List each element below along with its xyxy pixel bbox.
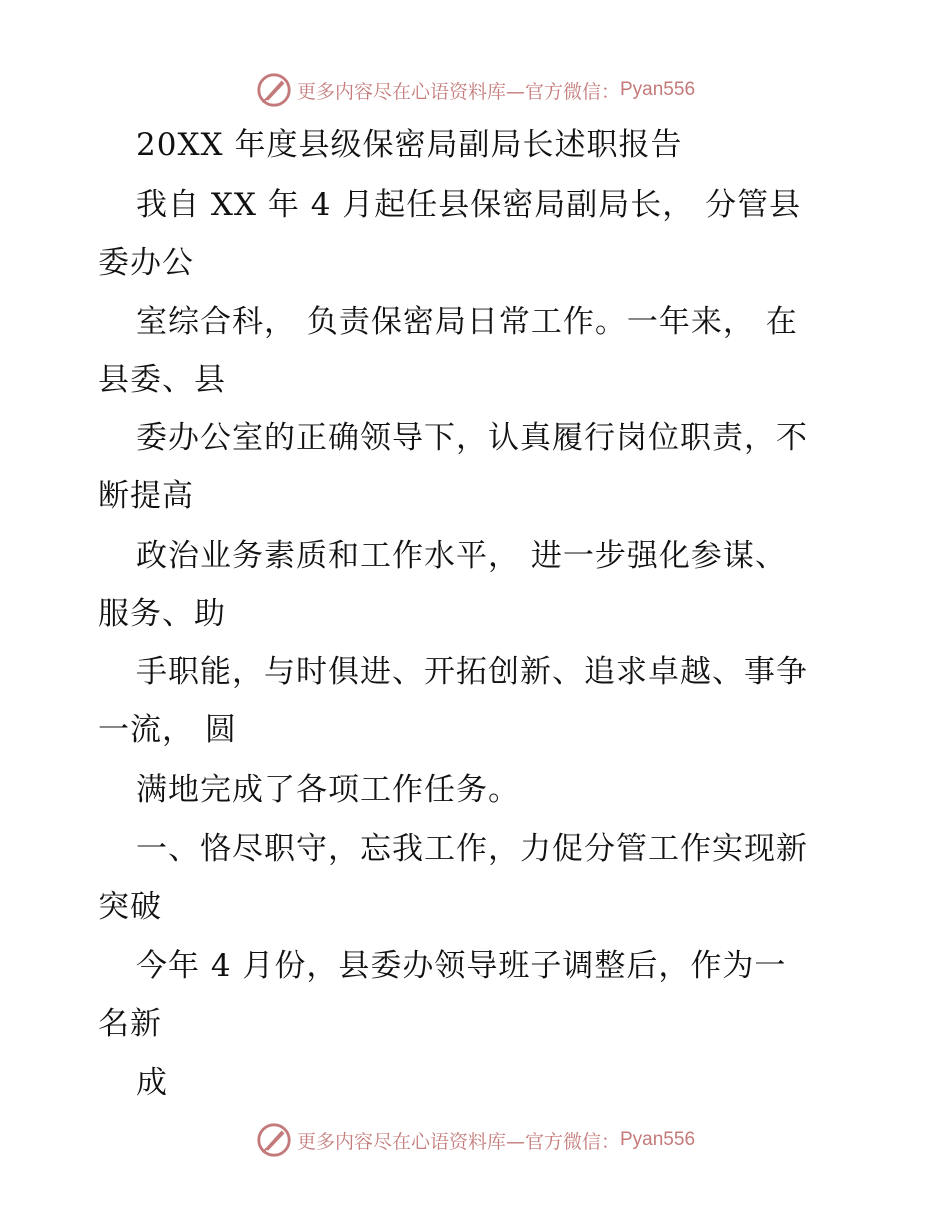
paragraph-line: 政治业务素质和工作水平， 进一步强化参谋、: [136, 538, 787, 574]
watermark-wechat-id: Pyan556: [620, 1129, 696, 1150]
watermark-text: 更多内容尽在心语资料库—官方微信：: [296, 1130, 620, 1153]
paragraph-line: 手职能，与时俱进、开拓创新、追求卓越、事争: [136, 654, 808, 690]
paragraph-line: 满地完成了各项工作任务。: [136, 772, 520, 808]
paragraph-line: 断提高: [98, 478, 194, 514]
paragraph-line: 服务、助: [98, 596, 226, 632]
paragraph-line: 突破: [98, 889, 162, 925]
paragraph-line: 我自 XX 年 4 月起任县保密局副局长， 分管县: [136, 187, 802, 223]
quill-pen-logo-icon: [255, 1121, 293, 1159]
footer-watermark: [0, 1120, 950, 1160]
paragraph-line: 名新: [98, 1006, 162, 1042]
paragraph-line: 委办公室的正确领导下，认真履行岗位职责，不: [136, 420, 808, 456]
document-title: 20XX 年度县级保密局副局长述职报告: [136, 127, 683, 163]
section-heading: 一、恪尽职守，忘我工作，力促分管工作实现新: [136, 831, 808, 867]
paragraph-line: 县委、县: [98, 362, 226, 398]
paragraph-line: 成: [136, 1065, 168, 1101]
paragraph-line: 室综合科， 负责保密局日常工作。一年来， 在: [136, 304, 798, 340]
paragraph-line: 今年 4 月份，县委办领导班子调整后，作为一: [136, 948, 787, 984]
paragraph-line: 一流， 圆: [98, 712, 237, 748]
paragraph-line: 委办公: [98, 245, 194, 281]
watermark-text: 更多内容尽在心语资料库—官方微信：: [296, 80, 620, 103]
watermark-wechat-id: Pyan556: [620, 79, 696, 100]
